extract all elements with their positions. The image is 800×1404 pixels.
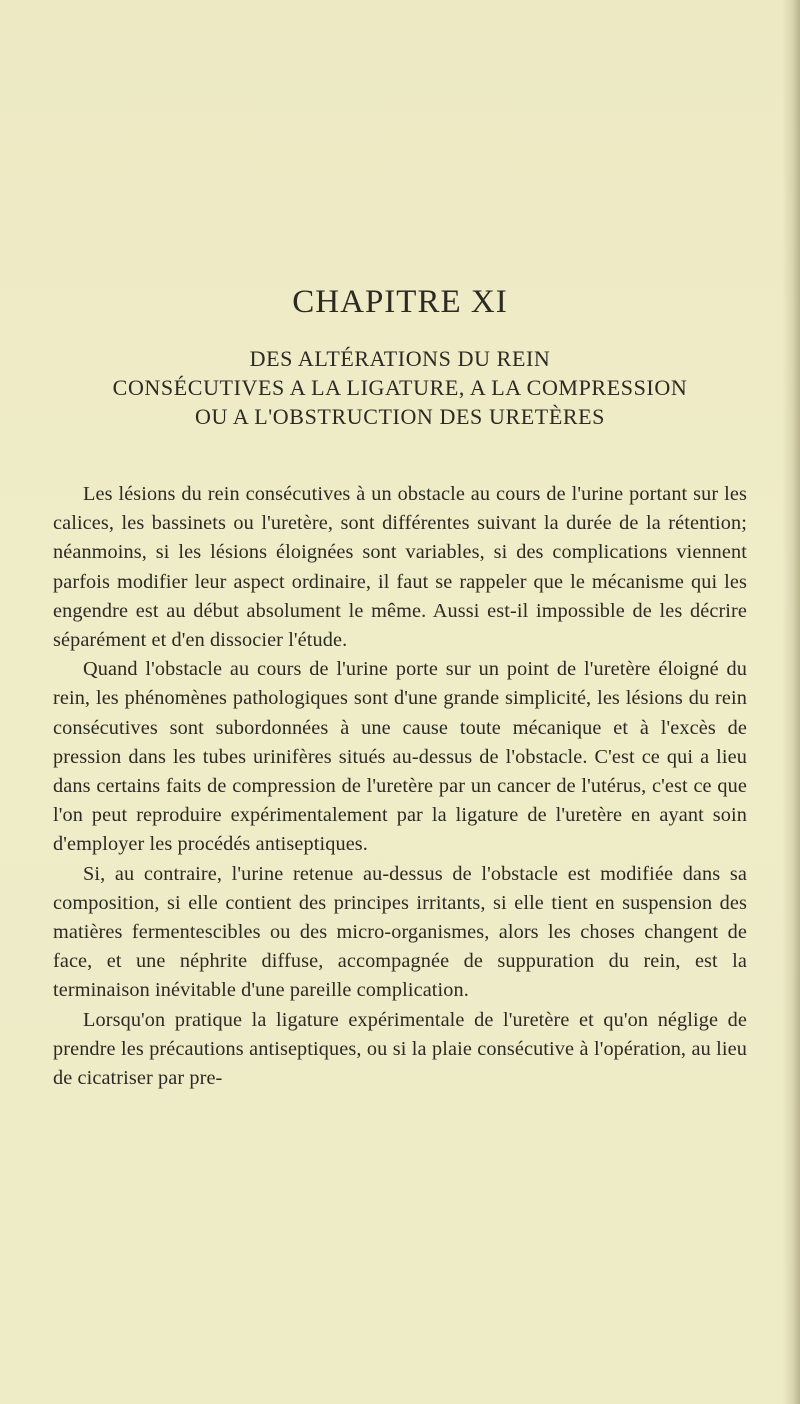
chapter-subtitle-line: CONSÉCUTIVES A LA LIGATURE, A LA COMPRESSION [112,375,688,400]
paragraph: Si, au contraire, l'urine retenue au-dessus de l'obstacle est modifiée dans sa composition, si elle contient des principes irritants, si elle tient en suspension des matières fermentescibles ou des micro-organismes, alors les choses changent de face, et une néphrite diffuse, accompagnée de suppuration du rein, est la terminaison inévitable d'une pareille complication. [53,862,747,1002]
body-text [53,480,747,1093]
paragraph: Lorsqu'on pratique la ligature expérimentale de l'uretère et qu'on néglige de prendre les précautions antiseptiques, ou si la plaie consécutive à l'opération, au lieu de cicatriser par pre- [53,1008,747,1090]
paragraph: Quand l'obstacle au cours de l'urine porte sur un point de l'uretère éloigné du rein, les phénomènes pathologiques sont d'une grande simplicité, les lésions du rein consécutives sont subordonnées à une cause toute mécanique et à l'excès de pression dans les tubes urinifères situés au-dessus de l'obstacle. C'est ce qui a lieu dans certains faits de compression de l'uretère par un cancer de l'utérus, c'est ce que l'on peut reproduire expérimentalement par la ligature de l'uretère en ayant soin d'employer les procédés antiseptiques. [53,658,747,856]
chapter-subtitle-line: OU A L'OBSTRUCTION DES URETÈRES [194,404,606,429]
chapter-title: CHAPITRE XI [292,284,508,320]
chapter-subtitle [0,344,800,431]
paragraph: Les lésions du rein consécutives à un obstacle au cours de l'urine portant sur les calices, les bassinets ou l'uretère, sont différentes suivant la durée de la rétention; néanmoins, si les lésions éloignées sont variables, si des complications viennent parfois modifier leur aspect ordinaire, il faut se rappeler que le mécanisme qui les engendre est au début absolument le même. Aussi est-il impossible de les décrire séparément et d'en dissocier l'étude. [53,483,747,652]
page-edge-shadow [782,0,800,1404]
chapter-subtitle-line: DES ALTÉRATIONS DU REIN [249,346,551,371]
